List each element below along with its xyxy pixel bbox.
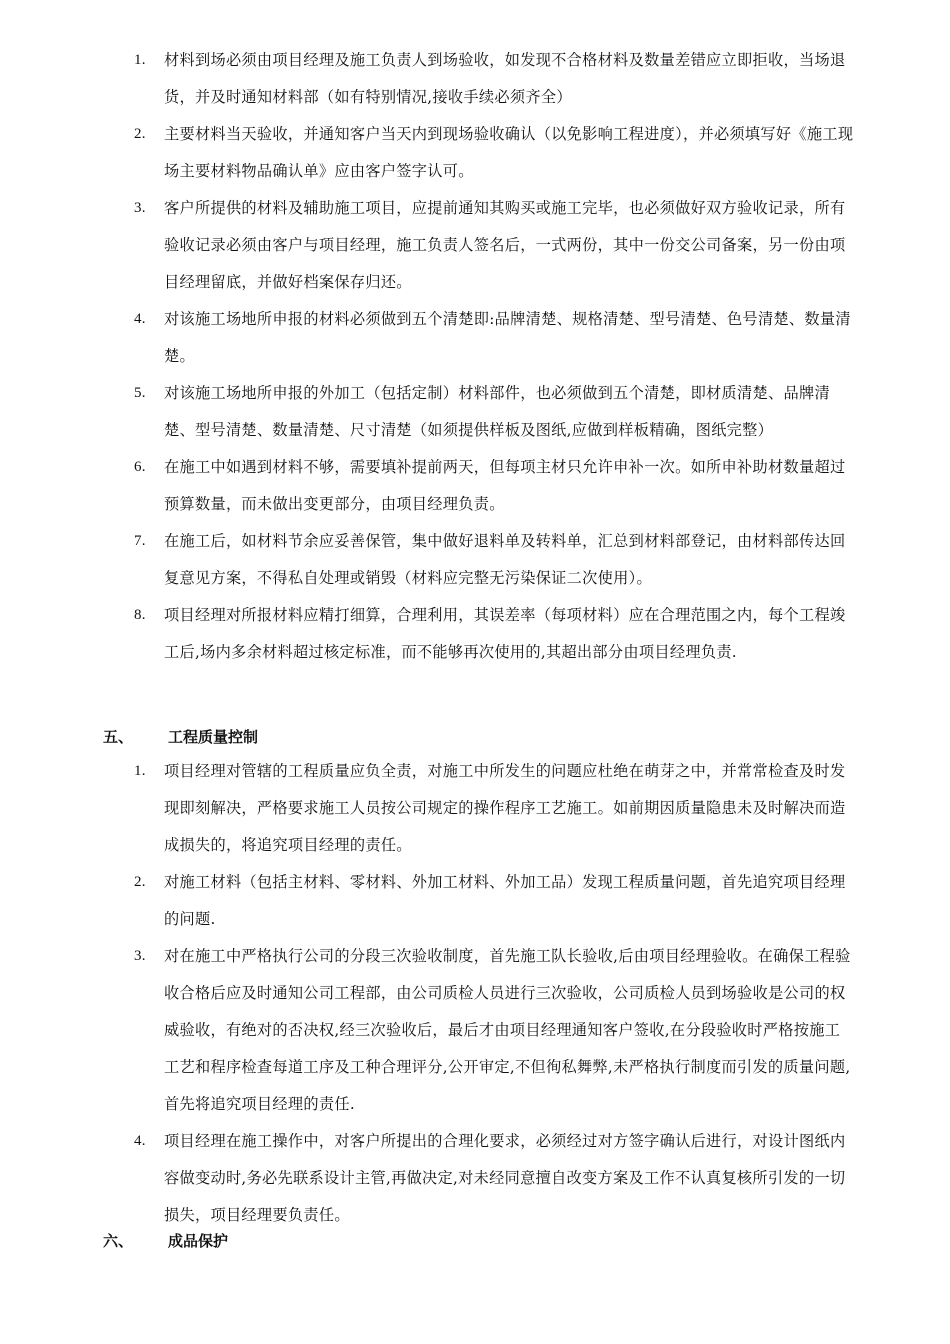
list-item-text: 项目经理对所报材料应精打细算，合理利用，其误差率（每项材料）应在合理范围之内，每个工程竣工后,场内多余材料超过核定标准，而不能够再次使用的,其超出部分由项目经理负责.: [164, 606, 846, 661]
list-item-number: 2.: [134, 874, 146, 890]
list-item-number: 1.: [134, 52, 146, 68]
list-item: [0, 301, 854, 375]
quality-control-list: [0, 753, 854, 1234]
list-item-number: 1.: [134, 763, 146, 779]
list-item-text: 在施工后，如材料节余应妥善保管，集中做好退料单及转料单，汇总到材料部登记，由材料部传达回复意见方案，不得私自处理或销毁（材料应完整无污染保证二次使用）。: [164, 532, 846, 587]
list-item-text: 在施工中如遇到材料不够，需要填补提前两天，但每项主材只允许申补一次。如所申补助材数量超过预算数量，而未做出变更部分，由项目经理负责。: [164, 458, 846, 513]
list-item-number: 4.: [134, 311, 146, 327]
list-item: [0, 116, 854, 190]
list-item-text: 材料到场必须由项目经理及施工负责人到场验收，如发现不合格材料及数量差错应立即拒收，当场退货，并及时通知材料部（如有特别情况,接收手续必须齐全）: [164, 51, 846, 106]
list-item: [0, 42, 854, 116]
list-item-number: 6.: [134, 459, 146, 475]
material-control-list: [0, 42, 854, 671]
list-item: [0, 597, 854, 671]
list-item-text: 客户所提供的材料及辅助施工项目，应提前通知其购买或施工完毕，也必须做好双方验收记录，所有验收记录必须由客户与项目经理，施工负责人签名后，一式两份，其中一份交公司备案，另一份由项目经理留底，并做好档案保存归还。: [164, 199, 846, 291]
list-item-number: 3.: [134, 200, 146, 216]
list-item-number: 3.: [134, 948, 146, 964]
list-item-text: 对在施工中严格执行公司的分段三次验收制度，首先施工队长验收,后由项目经理验收。在确保工程验收合格后应及时通知公司工程部，由公司质检人员进行三次验收，公司质检人员到场验收是公司的权威验收，有绝对的否决权,经三次验收后，最后才由项目经理通知客户签收,在分段验收时严格按施工工艺和程序检查每道工序及工种合理评分,公开审定,不但徇私舞弊,未严格执行制度而引发的质量问题,首先将追究项目经理的责任.: [164, 947, 851, 1113]
section-number: 六、: [103, 1232, 134, 1250]
section-title: 工程质量控制: [168, 728, 259, 746]
section-title: 成品保护: [168, 1232, 229, 1250]
list-item: [0, 938, 854, 1123]
list-item-text: 项目经理对管辖的工程质量应负全责，对施工中所发生的问题应杜绝在萌芽之中，并常常检查及时发现即刻解决，严格要求施工人员按公司规定的操作程序工艺施工。如前期因质量隐患未及时解决而造成损失的，将追究项目经理的责任。: [164, 762, 846, 854]
list-item-text: 对该施工场地所申报的材料必须做到五个清楚即:品牌清楚、规格清楚、型号清楚、色号清楚、数量清楚。: [164, 310, 851, 365]
list-item-number: 2.: [134, 126, 146, 142]
list-item-text: 对该施工场地所申报的外加工（包括定制）材料部件，也必须做到五个清楚，即材质清楚、品牌清楚、型号清楚、数量清楚、尺寸清楚（如须提供样板及图纸,应做到样板精确，图纸完整）: [164, 384, 830, 439]
list-item: [0, 190, 854, 301]
list-item-text: 项目经理在施工操作中，对客户所提出的合理化要求，必须经过对方签字确认后进行，对设计图纸内容做变动时,务必先联系设计主管,再做决定,对未经同意擅自改变方案及工作不认真复核所引发的一切损失，项目经理要负责任。: [164, 1132, 846, 1224]
list-item-number: 4.: [134, 1133, 146, 1149]
list-item: [0, 523, 854, 597]
list-item: [0, 449, 854, 523]
section-number: 五、: [103, 728, 134, 746]
list-item-number: 7.: [134, 533, 146, 549]
list-item: [0, 864, 854, 938]
list-item-number: 8.: [134, 607, 146, 623]
list-item-text: 主要材料当天验收，并通知客户当天内到现场验收确认（以免影响工程进度），并必须填写好《施工现场主要材料物品确认单》应由客户签字认可。: [164, 125, 854, 180]
list-item-text: 对施工材料（包括主材料、零材料、外加工材料、外加工品）发现工程质量问题，首先追究项目经理的问题.: [164, 873, 846, 928]
list-item: [0, 375, 854, 449]
list-item-number: 5.: [134, 385, 146, 401]
list-item: [0, 753, 854, 864]
list-item: [0, 1123, 854, 1234]
